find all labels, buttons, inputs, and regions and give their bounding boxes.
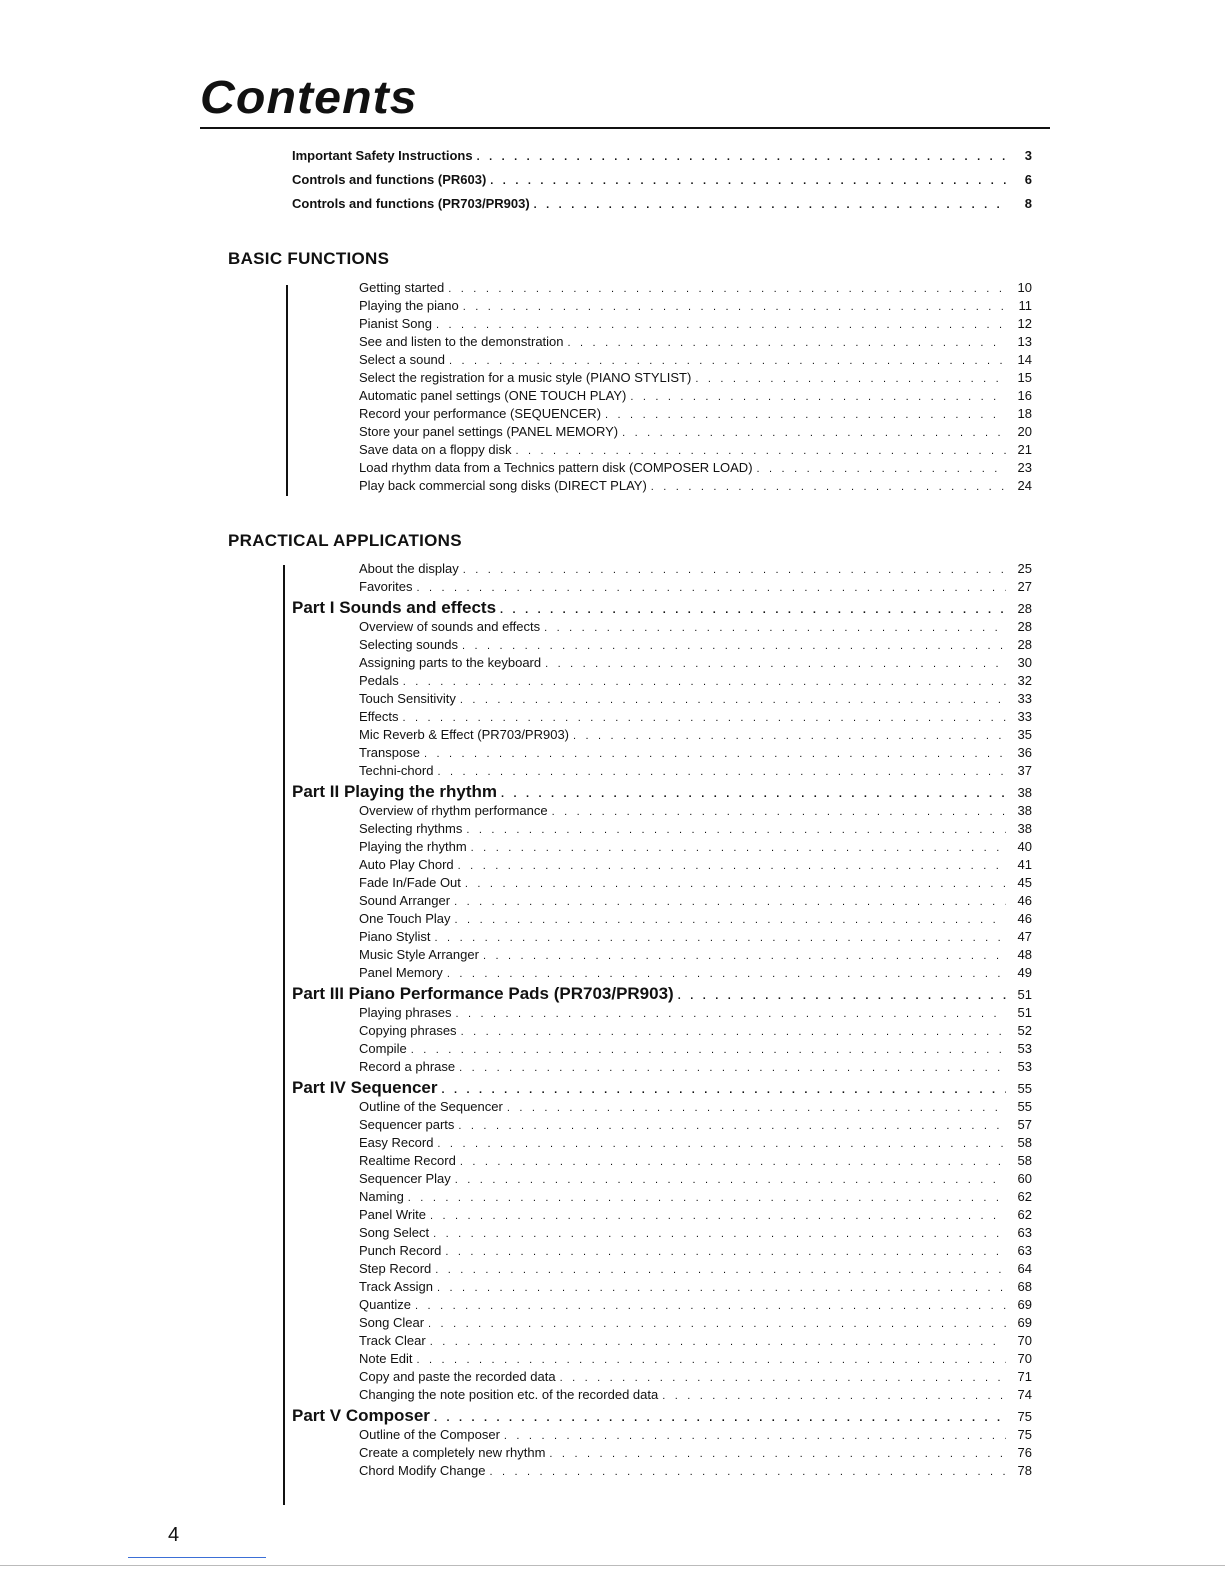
dot-leader <box>411 1044 1006 1056</box>
entry-page: 74 <box>1017 1387 1032 1402</box>
blue-line <box>128 1557 266 1558</box>
entry-label: Outline of the Sequencer <box>359 1099 503 1114</box>
entry-label: Playing phrases <box>359 1005 452 1020</box>
toc-entry[interactable] <box>292 619 1032 637</box>
entry-label: Chord Modify Change <box>359 1463 486 1478</box>
entry-page: 49 <box>1017 965 1032 980</box>
dot-leader <box>489 1466 1006 1478</box>
toc-entry[interactable] <box>292 298 1032 316</box>
toc-entry[interactable] <box>292 1225 1032 1243</box>
toc-entry[interactable] <box>292 280 1032 298</box>
dot-leader <box>504 1430 1006 1442</box>
dot-leader <box>605 409 1006 421</box>
toc-entry[interactable] <box>292 1351 1032 1369</box>
toc-entry[interactable] <box>292 172 1032 196</box>
dot-leader <box>501 788 1006 800</box>
dot-leader <box>544 622 1006 634</box>
dot-leader <box>460 694 1006 706</box>
entry-label: Store your panel settings (PANEL MEMORY) <box>359 424 619 439</box>
entry-label: Part II Playing the rhythm <box>292 782 497 801</box>
dot-leader <box>437 1282 1006 1294</box>
dot-leader <box>416 582 1006 594</box>
entry-page: 53 <box>1017 1059 1032 1074</box>
entry-page: 48 <box>1017 947 1032 962</box>
dot-leader <box>454 896 1006 908</box>
dot-leader <box>483 950 1006 962</box>
dot-leader <box>445 1246 1006 1258</box>
entry-label: Techni-chord <box>359 763 434 778</box>
entry-label: Naming <box>359 1189 404 1204</box>
entry-label: Favorites <box>359 579 413 594</box>
toc-entry[interactable] <box>292 911 1032 929</box>
dot-leader <box>630 391 1006 403</box>
toc-entry[interactable] <box>292 478 1032 496</box>
toc-entry[interactable] <box>292 1261 1032 1279</box>
entry-page: 60 <box>1017 1171 1032 1186</box>
toc-entry[interactable] <box>292 442 1032 460</box>
entry-label: Part I Sounds and effects <box>292 598 497 617</box>
dot-leader <box>449 355 1006 367</box>
entry-label: Outline of the Composer <box>359 1427 500 1442</box>
entry-page: 62 <box>1017 1189 1032 1204</box>
entry-page: 75 <box>1017 1409 1032 1424</box>
entry-label: Track Clear <box>359 1333 426 1348</box>
toc-entry[interactable] <box>292 1333 1032 1351</box>
entry-page: 57 <box>1017 1117 1032 1132</box>
entry-page: 3 <box>1024 148 1032 163</box>
entry-label: Play back commercial song disks (DIRECT PLAY) <box>359 478 647 493</box>
entry-page: 18 <box>1017 406 1032 421</box>
entry-label: Transpose <box>359 745 420 760</box>
entry-label: Step Record <box>359 1261 432 1276</box>
entry-page: 58 <box>1017 1135 1032 1150</box>
basic-functions-heading: BASIC FUNCTIONS <box>228 249 390 268</box>
entry-page: 6 <box>1024 172 1032 187</box>
entry-label: Automatic panel settings (ONE TOUCH PLAY) <box>359 388 627 403</box>
entry-page: 47 <box>1017 929 1032 944</box>
entry-page: 15 <box>1017 370 1032 385</box>
entry-label: Quantize <box>359 1297 412 1312</box>
toc-entry[interactable] <box>292 1005 1032 1023</box>
entry-page: 75 <box>1017 1427 1032 1442</box>
entry-label: Sequencer Play <box>359 1171 451 1186</box>
entry-page: 37 <box>1017 763 1032 778</box>
entry-label: Piano Stylist <box>359 929 431 944</box>
dot-leader <box>466 824 1006 836</box>
dot-leader <box>507 1102 1006 1114</box>
entry-label: Playing the rhythm <box>359 839 467 854</box>
dot-leader <box>455 1174 1006 1186</box>
dot-leader <box>662 1390 1006 1402</box>
dot-leader <box>430 1336 1006 1348</box>
entry-label: Punch Record <box>359 1243 442 1258</box>
entry-page: 62 <box>1017 1207 1032 1222</box>
toc-entry[interactable] <box>292 1099 1032 1117</box>
entry-page: 71 <box>1017 1369 1032 1384</box>
entry-page: 76 <box>1017 1445 1032 1460</box>
entry-label: Selecting sounds <box>359 637 459 652</box>
entry-label: Sequencer parts <box>359 1117 455 1132</box>
entry-page: 68 <box>1017 1279 1032 1294</box>
dot-leader <box>462 640 1006 652</box>
entry-label: Create a completely new rhythm <box>359 1445 546 1460</box>
entry-label: Sound Arranger <box>359 893 451 908</box>
toc-entry[interactable] <box>292 334 1032 352</box>
toc-entry[interactable] <box>292 1315 1032 1333</box>
dot-leader <box>458 860 1006 872</box>
entry-page: 28 <box>1017 619 1032 634</box>
dot-leader <box>560 1372 1006 1384</box>
dot-leader <box>573 730 1006 742</box>
dot-leader <box>622 427 1006 439</box>
toc-entry[interactable] <box>292 803 1032 821</box>
entry-page: 10 <box>1017 280 1032 295</box>
page-edge-line <box>0 1565 1225 1566</box>
toc-entry[interactable] <box>292 352 1032 370</box>
toc-part-heading[interactable] <box>292 1405 1032 1427</box>
entry-label: Realtime Record <box>359 1153 456 1168</box>
toc-entry[interactable] <box>292 1445 1032 1463</box>
entry-page: 30 <box>1017 655 1032 670</box>
dot-leader <box>549 1448 1006 1460</box>
toc-entry[interactable] <box>292 1279 1032 1297</box>
dot-leader <box>415 1300 1006 1312</box>
dot-leader <box>447 968 1006 980</box>
entry-page: 32 <box>1017 673 1032 688</box>
toc-entry[interactable] <box>292 947 1032 965</box>
entry-page: 64 <box>1017 1261 1032 1276</box>
dot-leader <box>461 1026 1006 1038</box>
dot-leader <box>455 914 1006 926</box>
entry-label: Easy Record <box>359 1135 434 1150</box>
entry-page: 13 <box>1017 334 1032 349</box>
toc-entry[interactable] <box>292 1041 1032 1059</box>
toc-entry[interactable] <box>292 1059 1032 1077</box>
entry-page: 70 <box>1017 1351 1032 1366</box>
toc-entry[interactable] <box>292 745 1032 763</box>
toc-entry[interactable] <box>292 1243 1032 1261</box>
toc-entry[interactable] <box>292 579 1032 597</box>
toc-entry[interactable] <box>292 655 1032 673</box>
toc-entry[interactable] <box>292 893 1032 911</box>
entry-page: 25 <box>1017 561 1032 576</box>
toc-entry[interactable] <box>292 1023 1032 1041</box>
entry-label: Controls and functions (PR703/PR903) <box>292 196 530 211</box>
dot-leader <box>456 1008 1007 1020</box>
dot-leader <box>403 676 1006 688</box>
entry-label: Effects <box>359 709 399 724</box>
dot-leader <box>434 1412 1006 1424</box>
entry-label: Panel Memory <box>359 965 443 980</box>
entry-label: Record your performance (SEQUENCER) <box>359 406 602 421</box>
toc-entry[interactable] <box>292 727 1032 745</box>
entry-label: Select a sound <box>359 352 446 367</box>
toc-entry[interactable] <box>292 196 1032 220</box>
entry-page: 11 <box>1018 298 1032 313</box>
entry-label: Record a phrase <box>359 1059 456 1074</box>
entry-page: 33 <box>1017 691 1032 706</box>
toc-entry[interactable] <box>292 406 1032 424</box>
entry-page: 70 <box>1017 1333 1032 1348</box>
dot-leader <box>477 151 1006 163</box>
entry-label: Pedals <box>359 673 399 688</box>
entry-label: About the display <box>359 561 459 576</box>
toc-entry[interactable] <box>292 460 1032 478</box>
entry-page: 38 <box>1017 821 1032 836</box>
top-entries <box>292 148 1032 220</box>
toc-entry[interactable] <box>292 1387 1032 1405</box>
dot-leader <box>433 1228 1006 1240</box>
toc-entry[interactable] <box>292 148 1032 172</box>
entry-page: 69 <box>1017 1297 1032 1312</box>
toc-part-heading[interactable] <box>292 983 1032 1005</box>
entry-page: 63 <box>1017 1225 1032 1240</box>
toc-entry[interactable] <box>292 763 1032 781</box>
entry-label: Controls and functions (PR603) <box>292 172 487 187</box>
dot-leader <box>435 1264 1006 1276</box>
entry-label: Getting started <box>359 280 445 295</box>
toc-entry[interactable] <box>292 839 1032 857</box>
entry-label: Important Safety Instructions <box>292 148 473 163</box>
dot-leader <box>460 1156 1006 1168</box>
entry-label: Pianist Song <box>359 316 432 331</box>
toc-entry[interactable] <box>292 1463 1032 1481</box>
entry-page: 53 <box>1017 1041 1032 1056</box>
dot-leader <box>424 748 1006 760</box>
entry-page: 14 <box>1017 352 1032 367</box>
dot-leader <box>463 301 1006 313</box>
entry-page: 58 <box>1017 1153 1032 1168</box>
entry-label: Part V Composer <box>292 1406 430 1425</box>
toc-entry[interactable] <box>292 637 1032 655</box>
page-title: Contents <box>200 71 418 123</box>
entry-page: 78 <box>1017 1463 1032 1478</box>
entry-page: 63 <box>1017 1243 1032 1258</box>
dot-leader <box>448 283 1006 295</box>
dot-leader <box>545 658 1006 670</box>
toc-entry[interactable] <box>292 709 1032 727</box>
dot-leader <box>403 712 1006 724</box>
toc-entry[interactable] <box>292 1369 1032 1387</box>
dot-leader <box>459 1062 1006 1074</box>
toc-part-heading[interactable] <box>292 597 1032 619</box>
entry-page: 35 <box>1017 727 1032 742</box>
dot-leader <box>430 1210 1006 1222</box>
practical-applications-list <box>292 561 1032 1481</box>
entry-label: Selecting rhythms <box>359 821 463 836</box>
entry-page: 38 <box>1017 803 1032 818</box>
entry-label: Copying phrases <box>359 1023 457 1038</box>
dot-leader <box>552 806 1006 818</box>
entry-page: 16 <box>1017 388 1032 403</box>
entry-label: Track Assign <box>359 1279 433 1294</box>
toc-part-heading[interactable] <box>292 781 1032 803</box>
dot-leader <box>437 766 1006 778</box>
toc-entry[interactable] <box>292 561 1032 579</box>
toc-entry[interactable] <box>292 388 1032 406</box>
entry-label: Song Clear <box>359 1315 425 1330</box>
entry-page: 12 <box>1017 316 1032 331</box>
basic-functions-list <box>292 280 1032 496</box>
entry-label: One Touch Play <box>359 911 451 926</box>
entry-label: Assigning parts to the keyboard <box>359 655 542 670</box>
entry-page: 40 <box>1017 839 1032 854</box>
entry-page: 52 <box>1017 1023 1032 1038</box>
dot-leader <box>416 1354 1006 1366</box>
toc-entry[interactable] <box>292 316 1032 334</box>
dot-leader <box>465 878 1006 890</box>
dot-leader <box>500 604 1006 616</box>
dot-leader <box>516 445 1007 457</box>
practical-applications-heading: PRACTICAL APPLICATIONS <box>228 531 462 550</box>
entry-label: Overview of rhythm performance <box>359 803 548 818</box>
toc-entry[interactable] <box>292 1427 1032 1445</box>
entry-label: Touch Sensitivity <box>359 691 456 706</box>
entry-page: 46 <box>1017 911 1032 926</box>
toc-entry[interactable] <box>292 1297 1032 1315</box>
dot-leader <box>568 337 1006 349</box>
title-rule <box>200 127 1050 129</box>
dot-leader <box>651 481 1006 493</box>
dot-leader <box>458 1120 1006 1132</box>
entry-page: 51 <box>1017 1005 1032 1020</box>
toc-entry[interactable] <box>292 929 1032 947</box>
toc-entry[interactable] <box>292 673 1032 691</box>
toc-entry[interactable] <box>292 965 1032 983</box>
entry-label: Load rhythm data from a Technics pattern disk (COMPOSER LOAD) <box>359 460 753 475</box>
entry-label: Auto Play Chord <box>359 857 454 872</box>
entry-page: 55 <box>1017 1099 1032 1114</box>
entry-page: 46 <box>1017 893 1032 908</box>
entry-label: Select the registration for a music style (PIANO STYLIST) <box>359 370 692 385</box>
entry-page: 21 <box>1017 442 1032 457</box>
toc-entry[interactable] <box>292 1135 1032 1153</box>
entry-label: See and listen to the demonstration <box>359 334 564 349</box>
entry-page: 23 <box>1017 460 1032 475</box>
dot-leader <box>463 564 1006 576</box>
entry-page: 36 <box>1017 745 1032 760</box>
entry-label: Playing the piano <box>359 298 459 313</box>
entry-page: 28 <box>1017 637 1032 652</box>
toc-entry[interactable] <box>292 1153 1032 1171</box>
dot-leader <box>678 990 1006 1002</box>
entry-label: Overview of sounds and effects <box>359 619 541 634</box>
entry-label: Changing the note position etc. of the recorded data <box>359 1387 659 1402</box>
entry-label: Part IV Sequencer <box>292 1078 438 1097</box>
entry-page: 27 <box>1017 579 1032 594</box>
toc-entry[interactable] <box>292 691 1032 709</box>
toc-entry[interactable] <box>292 1207 1032 1225</box>
dot-leader <box>534 199 1006 211</box>
entry-page: 41 <box>1017 857 1032 872</box>
entry-page: 55 <box>1017 1081 1032 1096</box>
entry-page: 28 <box>1017 601 1032 616</box>
toc-entry[interactable] <box>292 424 1032 442</box>
dot-leader <box>757 463 1006 475</box>
section-bar <box>286 285 288 496</box>
entry-page: 38 <box>1017 785 1032 800</box>
entry-label: Music Style Arranger <box>359 947 479 962</box>
dot-leader <box>490 175 1006 187</box>
toc-entry[interactable] <box>292 1189 1032 1207</box>
dot-leader <box>695 373 1006 385</box>
toc-entry[interactable] <box>292 1117 1032 1135</box>
toc-entry[interactable] <box>292 821 1032 839</box>
dot-leader <box>437 1138 1006 1150</box>
dot-leader <box>442 1084 1006 1096</box>
entry-page: 33 <box>1017 709 1032 724</box>
entry-label: Mic Reverb & Effect (PR703/PR903) <box>359 727 570 742</box>
entry-label: Fade In/Fade Out <box>359 875 461 890</box>
dot-leader <box>471 842 1006 854</box>
dot-leader <box>435 932 1006 944</box>
entry-page: 45 <box>1017 875 1032 890</box>
entry-page: 20 <box>1017 424 1032 439</box>
page-number: 4 <box>168 1524 180 1546</box>
entry-label: Copy and paste the recorded data <box>359 1369 556 1384</box>
toc-entry[interactable] <box>292 857 1032 875</box>
toc-entry[interactable] <box>292 1171 1032 1189</box>
entry-page: 24 <box>1017 478 1032 493</box>
section-bar <box>283 565 285 1505</box>
entry-page: 51 <box>1017 987 1032 1002</box>
dot-leader <box>436 319 1006 331</box>
dot-leader <box>408 1192 1006 1204</box>
entry-page: 69 <box>1017 1315 1032 1330</box>
entry-page: 8 <box>1024 196 1032 211</box>
entry-label: Compile <box>359 1041 407 1056</box>
entry-label: Note Edit <box>359 1351 413 1366</box>
entry-label: Panel Write <box>359 1207 426 1222</box>
toc-entry[interactable] <box>292 875 1032 893</box>
toc-part-heading[interactable] <box>292 1077 1032 1099</box>
entry-label: Part III Piano Performance Pads (PR703/PR903) <box>292 984 674 1003</box>
toc-entry[interactable] <box>292 370 1032 388</box>
dot-leader <box>428 1318 1006 1330</box>
entry-label: Save data on a floppy disk <box>359 442 512 457</box>
entry-label: Song Select <box>359 1225 430 1240</box>
